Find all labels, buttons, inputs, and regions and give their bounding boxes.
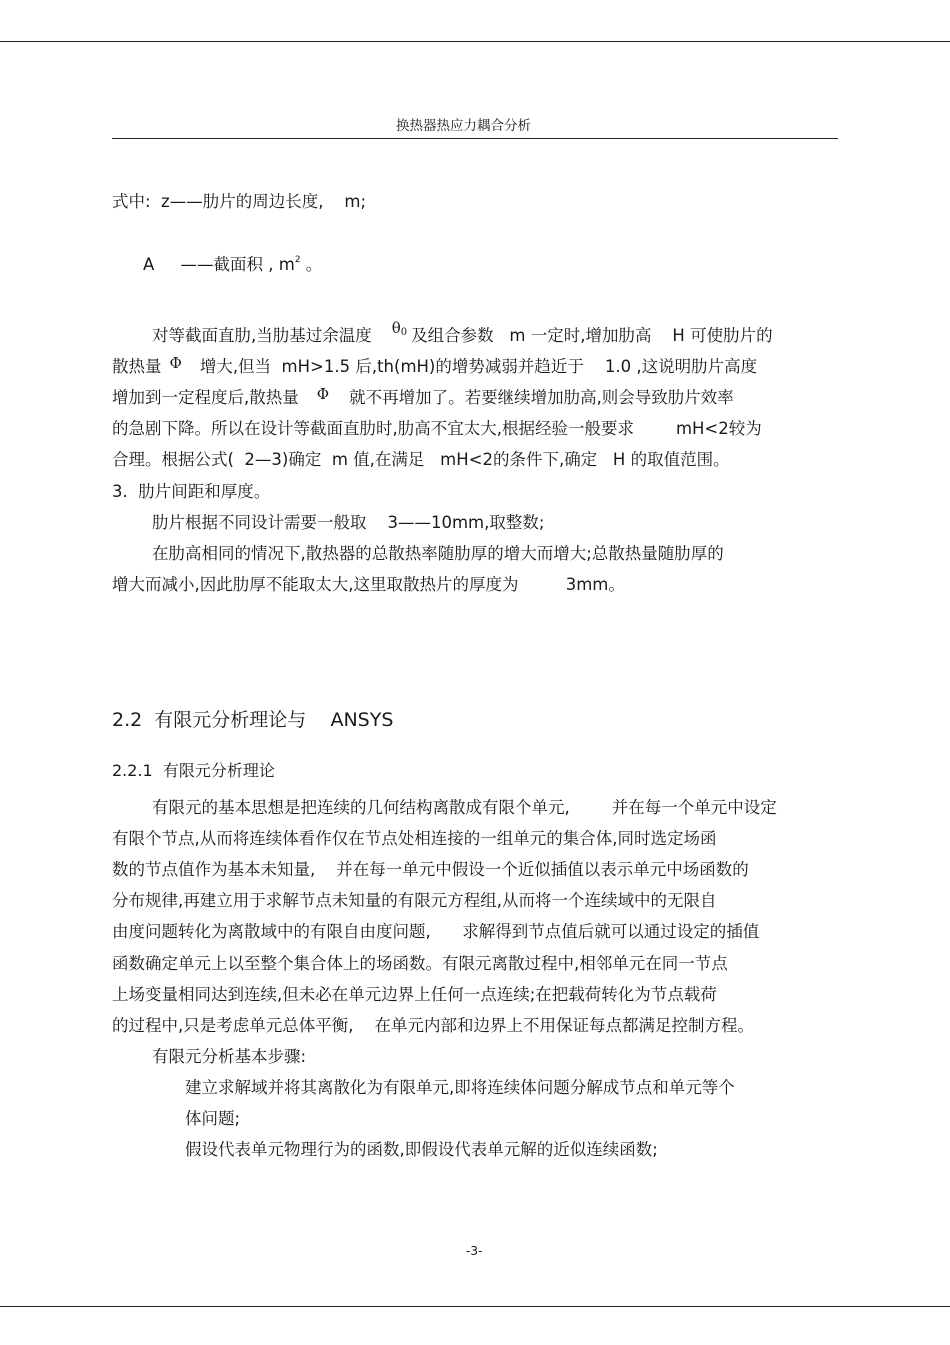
text-run: 增加到一定程度后,散热量 (112, 388, 299, 407)
text-line: 分布规律,再建立用于求解节点未知量的有限元方程组,从而将一个连续域中的无限自 (112, 891, 717, 910)
text-line: 增大而减小,因此肋厚不能取太大,这里取散热片的厚度为 3mm。 (112, 575, 625, 594)
text-line: 由度问题转化为离散域中的有限自由度问题, 求解得到节点值后就可以通过设定的插值 (112, 922, 760, 941)
list-item-continuation: 体问题; (185, 1109, 241, 1128)
subscript: 0 (400, 327, 408, 338)
text-line (143, 254, 322, 276)
text-run: 及组合参数 m 一定时,增加肋高 H 可使肋片的 (411, 326, 773, 345)
top-page-rule (0, 41, 950, 42)
phi-symbol: Φ (316, 385, 330, 403)
text-line: 有限个节点,从而将连续体看作仅在节点处相连接的一组单元的集合体,同时选定场函 (112, 829, 717, 848)
list-item: 假设代表单元物理行为的函数,即假设代表单元解的近似连续函数; (185, 1140, 658, 1159)
text-line: 的过程中,只是考虑单元总体平衡, 在单元内部和边界上不用保证每点都满足控制方程。 (112, 1016, 754, 1035)
list-heading: 3. 肋片间距和厚度。 (112, 482, 271, 501)
header-rule (112, 138, 838, 139)
theta-glyph: θ (391, 319, 401, 337)
text-run: 就不再增加了。若要继续增加肋高,则会导致肋片效率 (349, 388, 734, 407)
text-line (152, 319, 773, 347)
text-line: 数的节点值作为基本未知量, 并在每一单元中假设一个近似插值以表示单元中场函数的 (112, 860, 749, 879)
text-line: 在肋高相同的情况下,散热器的总散热率随肋厚的增大而增大;总散热量随肋厚的 (152, 544, 724, 563)
text-run: 。 (300, 255, 323, 274)
text-run: A ——截面积 , m (143, 255, 295, 274)
phi-symbol: Φ (169, 354, 182, 372)
text-run: 对等截面直肋,当肋基过余温度 (152, 326, 372, 345)
text-line: 有限元的基本思想是把连续的几何结构离散成有限个单元, 并在每一个单元中设定 (152, 798, 777, 817)
text-line: 函数确定单元上以至整个集合体上的场函数。有限元离散过程中,相邻单元在同一节点 (112, 954, 728, 973)
page-number: -3- (466, 1244, 483, 1258)
text-line: 式中: z——肋片的周边长度, m; (112, 192, 367, 211)
text-line: 合理。根据公式( 2—3)确定 m 值,在满足 mH<2的条件下,确定 H 的取值范围。 (112, 450, 730, 469)
text-line: 上场变量相同达到连续,但未必在单元边界上任何一点连续;在把载荷转化为节点载荷 (112, 985, 717, 1004)
text-line: 肋片根据不同设计需要一般取 3——10mm,取整数; (152, 513, 545, 532)
running-header-title: 换热器热应力耦合分析 (396, 118, 531, 134)
text-run: 散热量 (112, 357, 162, 376)
text-line: 的急剧下降。所以在设计等截面直肋时,肋高不宜太大,根据经验一般要求 mH<2较为 (112, 419, 762, 438)
text-line: 有限元分析基本步骤: (152, 1047, 307, 1066)
theta-symbol (392, 319, 407, 337)
superscript: 2 (294, 255, 301, 265)
list-item: 建立求解域并将其离散化为有限单元,即将连续体问题分解成节点和单元等个 (185, 1078, 735, 1097)
text-run: 增大,但当 mH>1.5 后,th(mH)的增势减弱并趋近于 1.0 ,这说明肋片高度 (199, 357, 758, 376)
section-heading: 2.2 有限元分析理论与 ANSYS (112, 709, 394, 731)
text-line (112, 356, 757, 378)
text-line (112, 387, 734, 409)
bottom-page-rule (0, 1306, 950, 1307)
subsection-heading: 2.2.1 有限元分析理论 (112, 761, 275, 780)
